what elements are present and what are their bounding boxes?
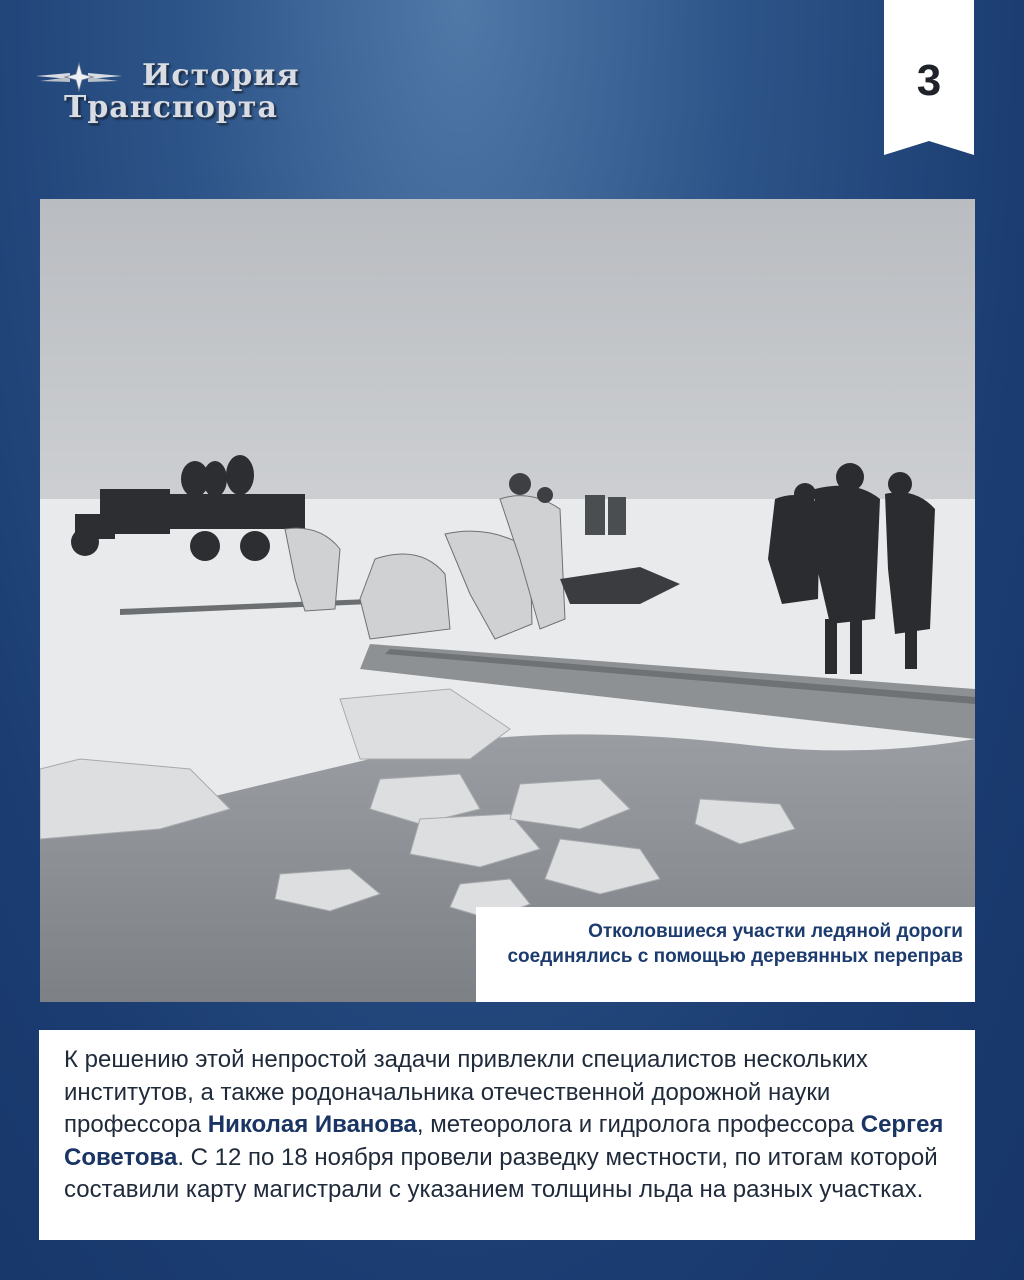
body-text-part-3: . С 12 по 18 ноября провели разведку местности, по итогам которой составили карту магистрали с указанием толщины льда на разных участках. <box>64 1143 938 1203</box>
brand-line-2: Транспорта <box>64 90 278 125</box>
body-text-part-2: , метеоролога и гидролога профессора <box>416 1111 861 1138</box>
page-number: 3 <box>916 56 942 105</box>
brand-line-1: История <box>142 58 300 93</box>
person-name-ivanov: Николая Иванова <box>207 1111 417 1138</box>
page-number-tag <box>884 0 974 155</box>
body-text <box>39 1030 975 1240</box>
photo-caption: Отколовшиеся участки ледяной дороги соединялись с помощью деревянных переправ <box>476 907 975 1002</box>
brand-logo <box>34 58 300 136</box>
person-name-sovetov: Сергея Советова <box>64 1111 944 1171</box>
body-text-part-1: К решению этой непростой задачи привлекли специалистов нескольких институтов, а также родоначальника отечественной дорожной науки профессора <box>64 1046 868 1138</box>
historical-photo <box>40 199 975 1002</box>
